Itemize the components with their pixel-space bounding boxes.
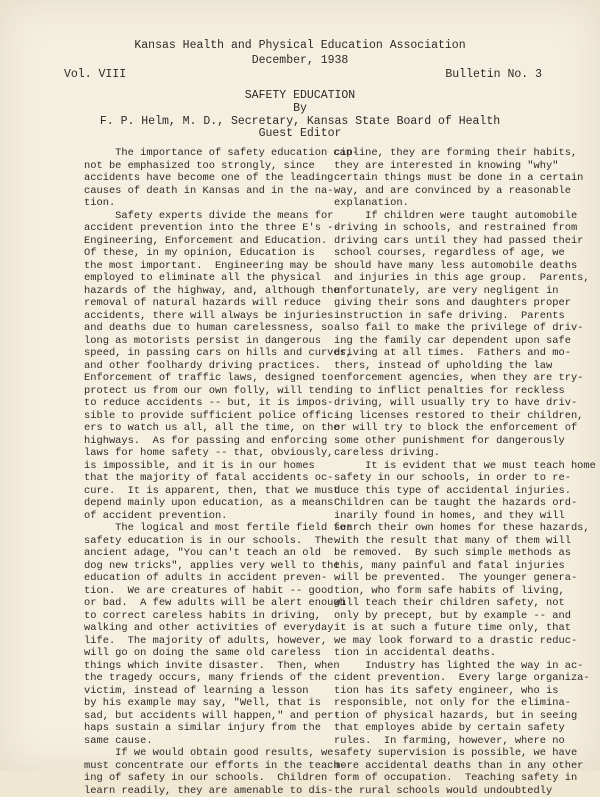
text-line: certain things must be done in a certain xyxy=(334,172,580,185)
text-line: The importance of safety education can- xyxy=(84,147,319,160)
text-line: accidents have become one of the leading xyxy=(84,172,319,185)
text-line: speed, in passing cars on hills and curves, xyxy=(84,347,319,360)
text-line: Children can be taught the hazards ord- xyxy=(334,497,580,510)
text-line: Enforcement of traffic laws, designed to xyxy=(84,372,319,385)
text-line: careless driving. xyxy=(334,447,580,460)
text-line: depend mainly upon education, as a means xyxy=(84,497,319,510)
text-line: life. The majority of adults, however, xyxy=(84,635,319,648)
text-line: hazards of the highway, and, although the xyxy=(84,285,319,298)
text-line: form of occupation. Teaching safety in xyxy=(334,772,580,785)
text-line: and deaths due to human carelessness, so xyxy=(84,322,319,335)
text-line: only by precept, but by example -- and xyxy=(334,610,580,623)
text-line: tion has its safety engineer, who is xyxy=(334,685,580,698)
organization-name: Kansas Health and Physical Education Association xyxy=(0,38,600,53)
text-line: walking and other activities of everyday xyxy=(84,622,319,635)
text-line: should have many less automobile deaths xyxy=(334,260,580,273)
text-line: same cause. xyxy=(84,735,319,748)
text-line: education of adults in accident preven- xyxy=(84,572,319,585)
text-line: tion, who form safe habits of living, xyxy=(334,585,580,598)
text-line: safety in our schools, in order to re- xyxy=(334,472,580,485)
text-line: Safety experts divide the means for xyxy=(84,210,319,223)
text-line: instruction in safe driving. Parents xyxy=(334,310,580,323)
text-line: be removed. By such simple methods as xyxy=(334,547,580,560)
text-line: not be emphasized too strongly, since xyxy=(84,160,319,173)
text-line: thers, instead of upholding the law xyxy=(334,360,580,373)
text-line: this, many painful and fatal injuries xyxy=(334,560,580,573)
text-line: driving in schools, and restrained from xyxy=(334,222,580,235)
text-line: and other foolhardy driving practices. xyxy=(84,360,319,373)
text-line: ing licenses restored to their children, xyxy=(334,410,580,423)
text-line: or will try to block the enforcement of xyxy=(334,422,580,435)
text-line: that the majority of fatal accidents oc- xyxy=(84,472,319,485)
text-line: protect us from our own folly, will tend xyxy=(84,385,319,398)
text-line: responsible, not only for the elimina- xyxy=(334,697,580,710)
issue-date: December, 1938 xyxy=(0,53,600,68)
text-line: with the result that many of them will xyxy=(334,535,580,548)
text-line: victim, instead of learning a lesson xyxy=(84,685,319,698)
text-line: ers to watch us all, all the time, on the xyxy=(84,422,319,435)
text-line: is impossible, and it is in our homes xyxy=(84,460,319,473)
text-line: will be prevented. The younger genera- xyxy=(334,572,580,585)
byline-by: By xyxy=(0,103,600,116)
text-line: tion. We are creatures of habit -- good xyxy=(84,585,319,598)
text-line: also fail to make the privilege of driv- xyxy=(334,322,580,335)
text-line: driving cars until they had passed their xyxy=(334,235,580,248)
bulletin-number: Bulletin No. 3 xyxy=(445,68,542,81)
left-text-column xyxy=(84,147,319,797)
text-line: of accident prevention. xyxy=(84,510,319,523)
text-line: employed to eliminate all the physical xyxy=(84,272,319,285)
text-line: some other punishment for dangerously xyxy=(334,435,580,448)
article-title: SAFETY EDUCATION xyxy=(0,90,600,103)
text-line: cident prevention. Every large organiza- xyxy=(334,672,580,685)
text-line: Engineering, Enforcement and Education. xyxy=(84,235,319,248)
author-role: Guest Editor xyxy=(0,128,600,141)
text-line: Industry has lighted the way in ac- xyxy=(334,660,580,673)
text-line: cipline, they are forming their habits, xyxy=(334,147,580,160)
text-line: things which invite disaster. Then, when xyxy=(84,660,319,673)
text-line: tion in accidental deaths. xyxy=(334,647,580,660)
text-line: cure. It is apparent, then, that we must xyxy=(84,485,319,498)
text-line: way, and are convinced by a reasonable xyxy=(334,185,580,198)
text-line: or bad. A few adults will be alert enough xyxy=(84,597,319,610)
text-line: driving, will usually try to have driv- xyxy=(334,397,580,410)
text-line: It is evident that we must teach home xyxy=(334,460,580,473)
text-line: to correct careless habits in driving, xyxy=(84,610,319,623)
text-line: tion. xyxy=(84,197,319,210)
bulletin-header xyxy=(0,38,600,68)
text-line: Of these, in my opinion, Education is xyxy=(84,247,319,260)
text-line: by his example may say, "Well, that is xyxy=(84,697,319,710)
text-line: tion of physical hazards, but in seeing xyxy=(334,710,580,723)
text-line: and injuries in this age group. Parents, xyxy=(334,272,580,285)
text-line: safety education is in our schools. The xyxy=(84,535,319,548)
text-line: it is at such a future time only, that xyxy=(334,622,580,635)
text-line: sible to provide sufficient police offic- xyxy=(84,410,319,423)
text-line: sad, but accidents will happen," and per- xyxy=(84,710,319,723)
text-line: the tragedy occurs, many friends of the xyxy=(84,672,319,685)
text-line: accident prevention into the three E's -- xyxy=(84,222,319,235)
text-line: inarily found in homes, and they will xyxy=(334,510,580,523)
text-line: learn readily, they are amenable to dis- xyxy=(84,785,319,797)
text-line: long as motorists persist in dangerous xyxy=(84,335,319,348)
text-line: haps sustain a similar injury from the xyxy=(84,722,319,735)
text-line: rules. In farming, however, where no xyxy=(334,735,580,748)
text-line: causes of death in Kansas and in the na- xyxy=(84,185,319,198)
text-line: more accidental deaths than in any other xyxy=(334,760,580,773)
text-line: dog new tricks", applies very well to the xyxy=(84,560,319,573)
text-line: search their own homes for these hazards, xyxy=(334,522,580,535)
text-line: must concentrate our efforts in the teach- xyxy=(84,760,319,773)
right-text-column xyxy=(334,147,580,797)
text-line: enforcement agencies, when they are try- xyxy=(334,372,580,385)
text-line: that employes abide by certain safety xyxy=(334,722,580,735)
text-line: ancient adage, "You can't teach an old xyxy=(84,547,319,560)
text-line: we may look forward to a drastic reduc- xyxy=(334,635,580,648)
text-line: If we would obtain good results, we xyxy=(84,747,319,760)
text-line: If children were taught automobile xyxy=(334,210,580,223)
text-line: driving at all times. Fathers and mo- xyxy=(334,347,580,360)
text-line: they are interested in knowing "why" xyxy=(334,160,580,173)
text-line: will go on doing the same old careless xyxy=(84,647,319,660)
volume-number: Vol. VIII xyxy=(64,68,126,81)
article-title-block xyxy=(0,90,600,141)
text-line: duce this type of accidental injuries. xyxy=(334,485,580,498)
text-line: removal of natural hazards will reduce xyxy=(84,297,319,310)
text-line: ing the family car dependent upon safe xyxy=(334,335,580,348)
text-line: the rural schools would undoubtedly xyxy=(334,785,580,797)
text-line: unfortunately, are very negligent in xyxy=(334,285,580,298)
text-line: ing of safety in our schools. Children xyxy=(84,772,319,785)
text-line: ing to inflict penalties for reckless xyxy=(334,385,580,398)
text-line: the most important. Engineering may be xyxy=(84,260,319,273)
text-line: giving their sons and daughters proper xyxy=(334,297,580,310)
text-line: laws for home safety -- that, obviously, xyxy=(84,447,319,460)
text-line: explanation. xyxy=(334,197,580,210)
article-author: F. P. Helm, M. D., Secretary, Kansas State Board of Health xyxy=(0,116,600,129)
text-line: will teach their children safety, not xyxy=(334,597,580,610)
text-line: school courses, regardless of age, we xyxy=(334,247,580,260)
text-line: safety supervision is possible, we have xyxy=(334,747,580,760)
text-line: accidents, there will always be injuries xyxy=(84,310,319,323)
text-line: to reduce accidents -- but, it is impos- xyxy=(84,397,319,410)
text-line: The logical and most fertile field for xyxy=(84,522,319,535)
text-line: highways. As for passing and enforcing xyxy=(84,435,319,448)
